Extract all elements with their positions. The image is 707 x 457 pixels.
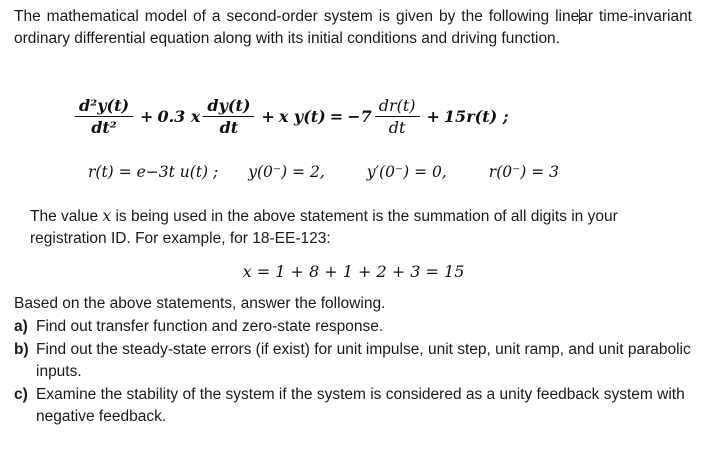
question-list — [14, 316, 694, 429]
based-on-statements-line: Based on the above statements, answer the following. — [14, 295, 386, 312]
equation-x-example — [0, 262, 707, 281]
fraction-numerator: dr(t) — [378, 96, 416, 115]
question-text-a: Find out transfer function and zero-state response. — [36, 318, 384, 335]
question-label-a: a) — [14, 318, 28, 335]
coefficient-minus7: −7 — [347, 107, 372, 127]
note-paragraph — [30, 205, 690, 251]
intro-paragraph — [14, 6, 692, 50]
operator-plus-1: + — [140, 107, 154, 127]
initial-condition-y0: y(0⁻) = 2, — [248, 163, 325, 181]
operator-plus-3: + — [426, 107, 440, 127]
question-label-c: c) — [14, 386, 28, 404]
list-item — [14, 339, 694, 382]
term-15r: 15r(t) ; — [443, 107, 509, 127]
operator-equals: = — [329, 107, 344, 127]
initial-condition-yprime0: y′(0⁻) = 0, — [366, 163, 447, 181]
fraction-numerator: dy(t) — [207, 96, 251, 115]
intro-text-part1: The mathematical model of a second-order system is given by the following line — [14, 8, 580, 25]
driving-function: r(t) = e−3t u(t) ; — [88, 163, 219, 181]
coefficient-0p3x: 0.3 x — [157, 107, 201, 127]
fraction-dr-dt — [375, 96, 420, 137]
x-sum-example: x = 1 + 8 + 1 + 2 + 3 = 15 — [242, 262, 465, 281]
note-text-before: The value — [30, 208, 103, 225]
list-item — [14, 316, 694, 337]
list-item — [14, 384, 694, 427]
operator-plus-2: + — [261, 107, 275, 127]
fraction-dy-dt — [203, 96, 254, 137]
fraction-denominator: dt² — [91, 118, 117, 138]
note-text-after: is being used in the above statement is the summation of all digits in your registration ID. For example, for 18-EE-123: — [30, 208, 618, 248]
equation-differential — [72, 96, 509, 137]
fraction-denominator: dt — [388, 118, 406, 138]
fraction-d2y-dt2 — [75, 96, 133, 137]
question-text-c: Examine the stability of the system if the system is considered as a unity feedback system with negative feedback. — [36, 386, 685, 425]
fraction-denominator: dt — [219, 118, 239, 138]
intro-text-part2: ar time-invariant ordinary differential equation along with its initial conditions and driving function. — [14, 8, 692, 47]
variable-x-symbol: x — [102, 207, 112, 225]
term-xy: x y(t) — [278, 107, 326, 127]
question-label-b: b) — [14, 341, 29, 359]
fraction-numerator: d²y(t) — [79, 96, 130, 115]
initial-condition-r0: r(0⁻) = 3 — [488, 163, 560, 181]
question-text-b: Find out the steady-state errors (if exist) for unit impulse, unit step, unit ramp, and unit parabolic inputs. — [36, 341, 691, 380]
equation-initial-conditions — [88, 163, 559, 181]
